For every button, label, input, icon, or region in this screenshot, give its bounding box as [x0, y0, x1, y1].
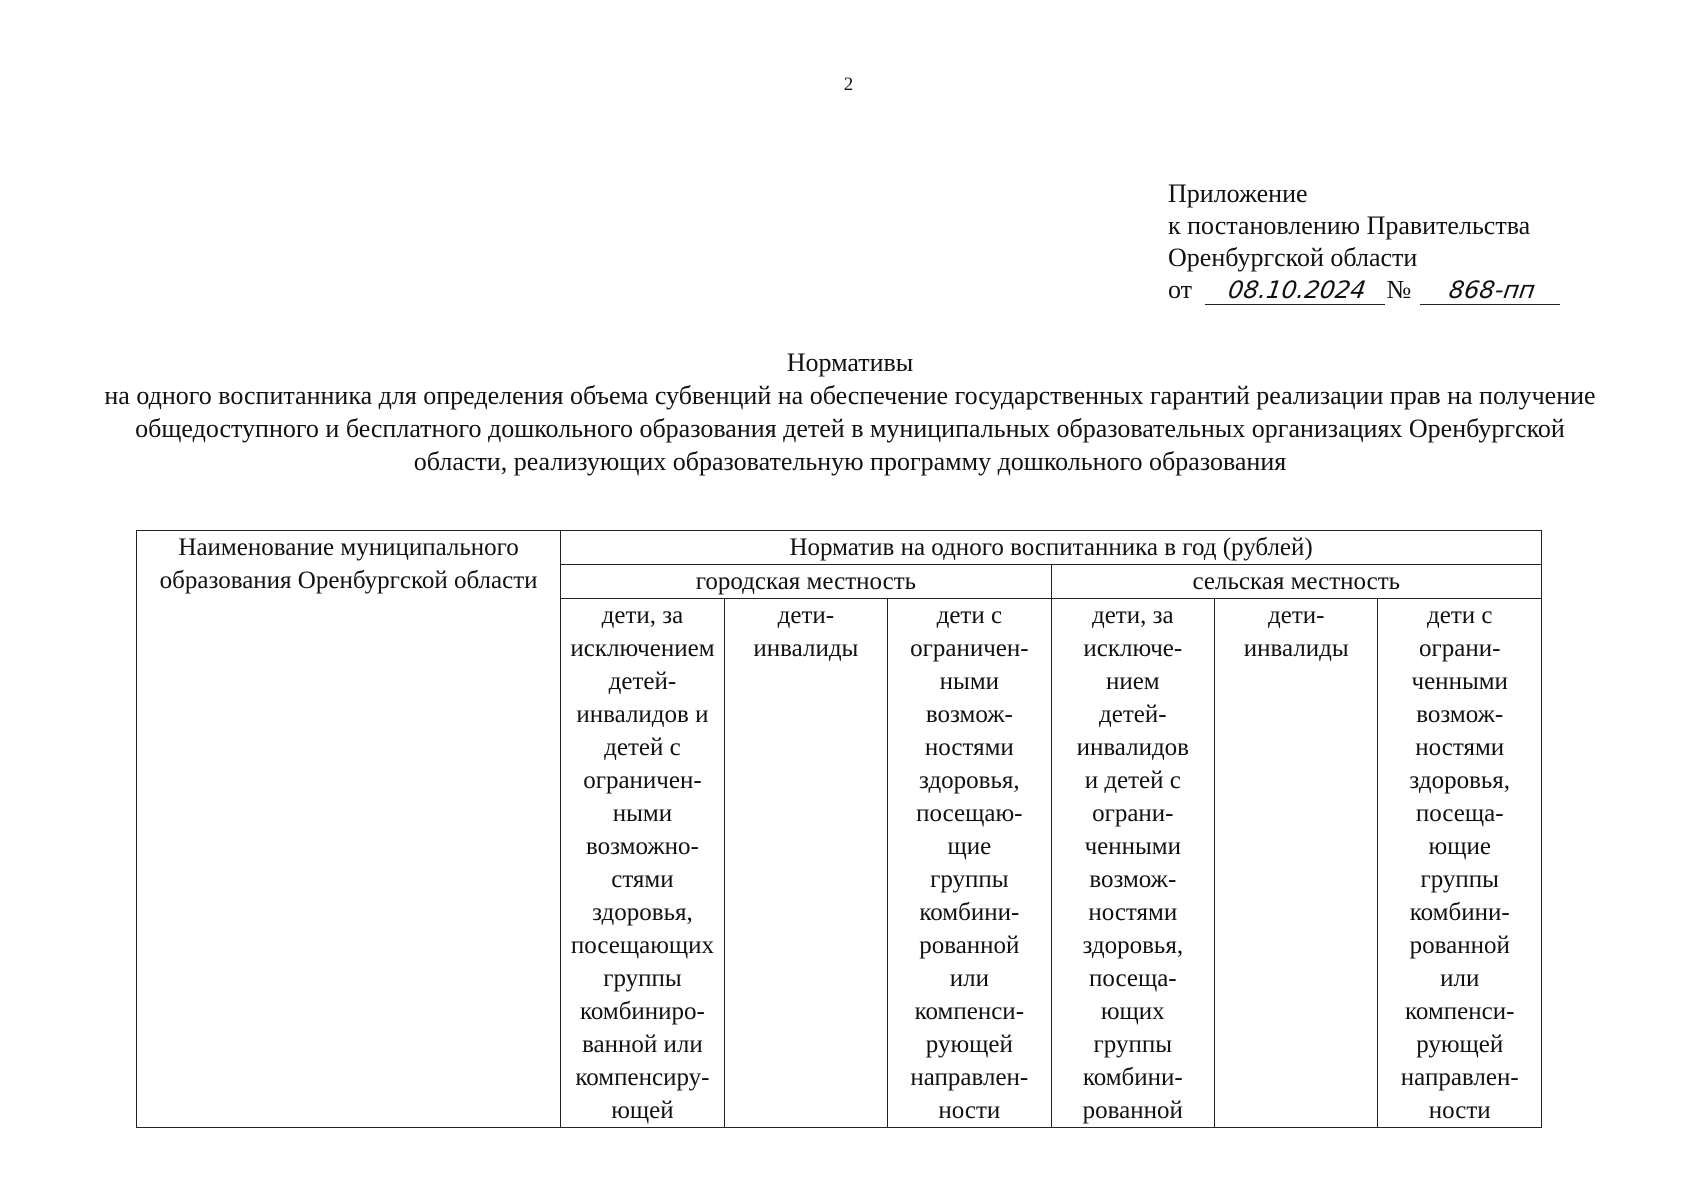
column-header-line: ограни- — [1092, 800, 1174, 827]
column-header-line: возмож- — [925, 701, 1013, 728]
col-header-urban-children — [561, 599, 724, 1128]
column-header-line: комбини- — [1409, 899, 1510, 926]
column-header-line: ограничен- — [910, 635, 1029, 662]
appendix-block — [1168, 178, 1588, 306]
column-header-line: ченными — [1411, 668, 1508, 695]
norm-header: Норматив на одного воспитанника в год (рублей) — [561, 531, 1542, 565]
column-header-line: дети- — [1268, 602, 1325, 629]
appendix-line-3: Оренбургской области — [1168, 243, 1418, 272]
col-header-rural-children — [1051, 599, 1214, 1128]
column-header-line: детей- — [1099, 701, 1167, 728]
column-header-line: рованной — [1409, 932, 1510, 959]
column-header-line: или — [949, 965, 989, 992]
column-header-line: ностями — [1415, 734, 1505, 761]
col-header-urban-disabled — [724, 599, 887, 1128]
column-header-line: инвалидов и — [576, 701, 709, 728]
column-header-line: нием — [1105, 668, 1160, 695]
column-header-line: ностями — [924, 734, 1014, 761]
column-header-line: ности — [938, 1097, 1001, 1124]
document-title: Нормативы — [786, 348, 914, 377]
column-header-line: дети с — [936, 602, 1003, 629]
column-header-line: рующей — [925, 1031, 1013, 1058]
column-header-line: комбини- — [1082, 1064, 1183, 1091]
page-number: 2 — [843, 74, 854, 95]
column-header-line: рованной — [919, 932, 1020, 959]
column-header-line: ными — [939, 668, 1000, 695]
column-header-line: ванной или — [582, 1031, 703, 1058]
appendix-line-1: Приложение — [1168, 179, 1308, 208]
header-row-1 — [137, 531, 1542, 565]
column-header-line: компенси- — [1405, 998, 1515, 1025]
column-header-line: ностями — [1088, 899, 1178, 926]
column-header-line: детей- — [608, 668, 677, 695]
column-header-line: здоровья, — [919, 767, 1020, 794]
handwritten-number: 868-пп — [1420, 276, 1564, 305]
column-header-line: ности — [1428, 1097, 1491, 1124]
rural-header: сельская местность — [1051, 565, 1541, 599]
column-header-line: компенси- — [914, 998, 1025, 1025]
column-header-line: рованной — [1082, 1097, 1183, 1124]
column-header-line: направлен- — [910, 1064, 1029, 1091]
column-header-line: стями — [611, 866, 674, 893]
column-header-line: ющие — [1428, 833, 1491, 860]
column-header-line: группы — [930, 866, 1009, 893]
column-header-line: дети, за — [601, 602, 684, 629]
appendix-line-4 — [1168, 274, 1588, 306]
column-header-line: комбини- — [919, 899, 1020, 926]
column-header-line: или — [1440, 965, 1480, 992]
column-header-line: ющих — [1100, 998, 1165, 1025]
column-header-line: комбиниро- — [579, 998, 705, 1025]
title-block — [100, 346, 1600, 478]
urban-header: городская местность — [561, 565, 1051, 599]
column-header-line: ными — [612, 800, 673, 827]
column-header-line: посеща- — [1088, 965, 1177, 992]
column-header-line: исключе- — [1083, 635, 1183, 662]
column-header-line: здоровья, — [1409, 767, 1511, 794]
handwritten-date: 08.10.2024 — [1204, 276, 1388, 305]
column-header-line: группы — [603, 965, 682, 992]
column-header-line: инвалиды — [1243, 635, 1349, 662]
column-header-line: исключением — [570, 635, 715, 662]
number-sign: № — [1386, 275, 1412, 304]
column-header-line: посеща- — [1415, 800, 1504, 827]
column-header-line: дети, за — [1091, 602, 1174, 629]
column-header-line: ющей — [611, 1097, 674, 1124]
column-header-line: направлен- — [1400, 1064, 1519, 1091]
column-header-line: возмож- — [1089, 866, 1177, 893]
column-header-line: возмож- — [1416, 701, 1504, 728]
document-subtitle: на одного воспитанника для определения объема субвенций на обеспечение государственных гарантий реализации прав на получение общедоступного и бесплатного дошкольного образования детей в муниципальных образовательных организациях Оренбургской области, реализующих образовательную программу дошкольного образования — [104, 381, 1596, 476]
col-header-urban-limited — [888, 599, 1051, 1128]
column-header-line: инвалиды — [753, 635, 859, 662]
from-label: от — [1168, 275, 1193, 304]
column-header-line: компенсиру- — [575, 1064, 710, 1091]
column-header-line: рующей — [1416, 1031, 1504, 1058]
column-header-line: инвалидов — [1076, 734, 1189, 761]
col-header-rural-limited — [1378, 599, 1542, 1128]
column-header-line: дети- — [777, 602, 835, 629]
column-header-line: группы — [1093, 1031, 1173, 1058]
municipality-header: Наименование муниципального образования Оренбургской области — [137, 531, 561, 1128]
appendix-line-2: к постановлению Правительства — [1168, 211, 1531, 240]
column-header-line: возможно- — [586, 833, 699, 860]
column-header-line: ограни- — [1419, 635, 1501, 662]
norms-table — [136, 530, 1542, 1128]
column-header-line: здоровья, — [592, 899, 693, 926]
column-header-line: щие — [947, 833, 992, 860]
column-header-line: посещаю- — [916, 800, 1023, 827]
column-header-line: и детей с — [1084, 767, 1181, 794]
col-header-rural-disabled — [1215, 599, 1378, 1128]
column-header-line: детей с — [604, 734, 681, 761]
column-header-line: группы — [1420, 866, 1499, 893]
column-header-line: ченными — [1084, 833, 1181, 860]
column-header-line: ограничен- — [583, 767, 702, 794]
column-header-line: здоровья, — [1082, 932, 1184, 959]
column-header-line: посещающих — [570, 932, 714, 959]
column-header-line: дети с — [1427, 602, 1493, 629]
